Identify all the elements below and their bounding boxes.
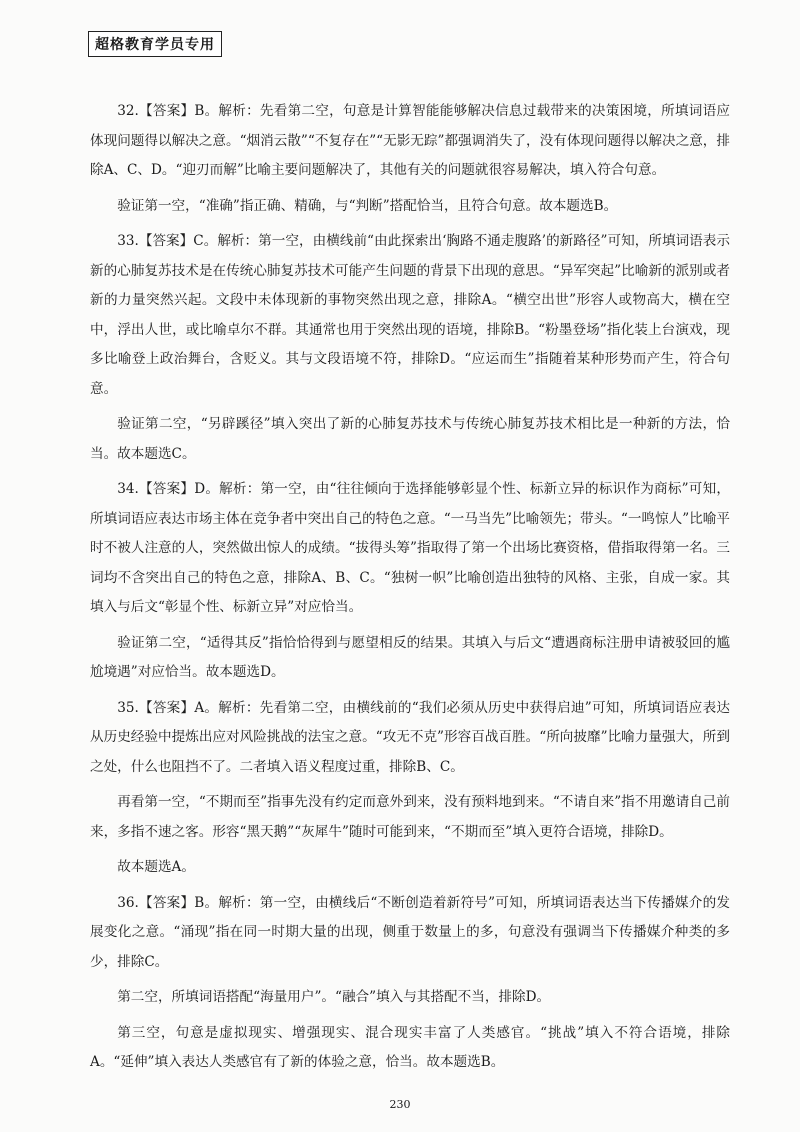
header-stamp: 超格教育学员专用 [88, 31, 222, 57]
answer-explanations [90, 97, 730, 1078]
q35-first-blank: 再看第一空，“不期而至”指事先没有约定而意外到来，没有预料地到来。“不请自来”指不用邀请自己前来，多指不速之客。形容“黑天鹅”“灰犀牛”随时可能到来，“不期而至”填入更符合语境，排除D。 [90, 794, 730, 840]
q35-explanation: 35.【答案】A。解析：先看第二空，由横线前的“我们必须从历史中获得启迪”可知，所填词语应表达从历史经验中提炼出应对风险挑战的法宝之意。“攻无不克”形容百战百胜。“所向披靡”比喻力量强大，所到之处，什么也阻挡不了。二者填入语义程度过重，排除B、C。 [90, 699, 730, 775]
q32-verification: 验证第一空，“准确”指正确、精确，与“判断”搭配恰当，且符合句意。故本题选B。 [117, 197, 618, 214]
q35-conclusion: 故本题选A。 [117, 859, 195, 875]
q36-second-blank: 第二空，所填词语搭配“海量用户”。“融合”填入与其搭配不当，排除D。 [117, 989, 551, 1005]
q36-third-blank: 第三空，句意是虚拟现实、增强现实、混合现实丰富了人类感官。“挑战”填入不符合语境，排除A。“延伸”填入表达人类感官有了新的体验之意，恰当。故本题选B。 [90, 1024, 730, 1070]
q34-verification: 验证第二空，“适得其反”指恰恰得到与愿望相反的结果。其填入与后文“遭遇商标注册申请被驳回的尴尬境遇”对应恰当。故本题选D。 [90, 634, 730, 680]
page-number: 230 [389, 1098, 411, 1111]
q33-explanation: 33.【答案】C。解析：第一空，由横线前“由此探索出‘胸路不通走腹路’的新路径”可知，所填词语表示新的心肺复苏技术是在传统心肺复苏技术可能产生问题的背景下出现的意思。“异军突起”比喻新的派别或者新的力量突然兴起。文段中未体现新的事物突然出现之意，排除A。“横空出世”形容人或物高大，横在空中，浮出人世，或比喻卓尔不群。其通常也用于突然出现的语境，排除B。“粉墨登场”指化装上台演戏，现多比喻登上政治舞台，含贬义。其与文段语境不符，排除D。“应运而生”指随着某种形势而产生，符合句意。 [90, 233, 730, 397]
q33-verification: 验证第二空，“另辟蹊径”填入突出了新的心肺复苏技术与传统心肺复苏技术相比是一种新的方法，恰当。故本题选C。 [90, 416, 730, 462]
q36-explanation: 36.【答案】B。解析：第一空，由横线后“不断创造着新符号”可知，所填词语表达当下传播媒介的发展变化之意。“涌现”指在同一时期大量的出现，侧重于数量上的多，句意没有强调当下传播媒介种类的多少，排除C。 [90, 894, 730, 970]
q34-explanation: 34.【答案】D。解析：第一空，由“往往倾向于选择能够彰显个性、标新立异的标识作为商标”可知，所填词语应表达市场主体在竞争者中突出自己的特色之意。“一马当先”比喻领先；带头。“一鸣惊人”比喻平时不被人注意的人，突然做出惊人的成绩。“拔得头筹”指取得了第一个出场比赛资格，借指取得第一名。三词均不含突出自己的特色之意，排除A、B、C。“独树一帜”比喻创造出独特的风格、主张，自成一家。其填入与后文“彰显个性、标新立异”对应恰当。 [90, 481, 730, 615]
q32-explanation: 32.【答案】B。解析：先看第二空，句意是计算智能能够解决信息过载带来的决策困境，所填词语应体现问题得以解决之意。“烟消云散”“不复存在”“无影无踪”都强调消失了，没有体现问题得以解决之意，排除A、C、D。“迎刃而解”比喻主要问题解决了，其他有关的问题就很容易解决，填入符合句意。 [90, 103, 730, 178]
